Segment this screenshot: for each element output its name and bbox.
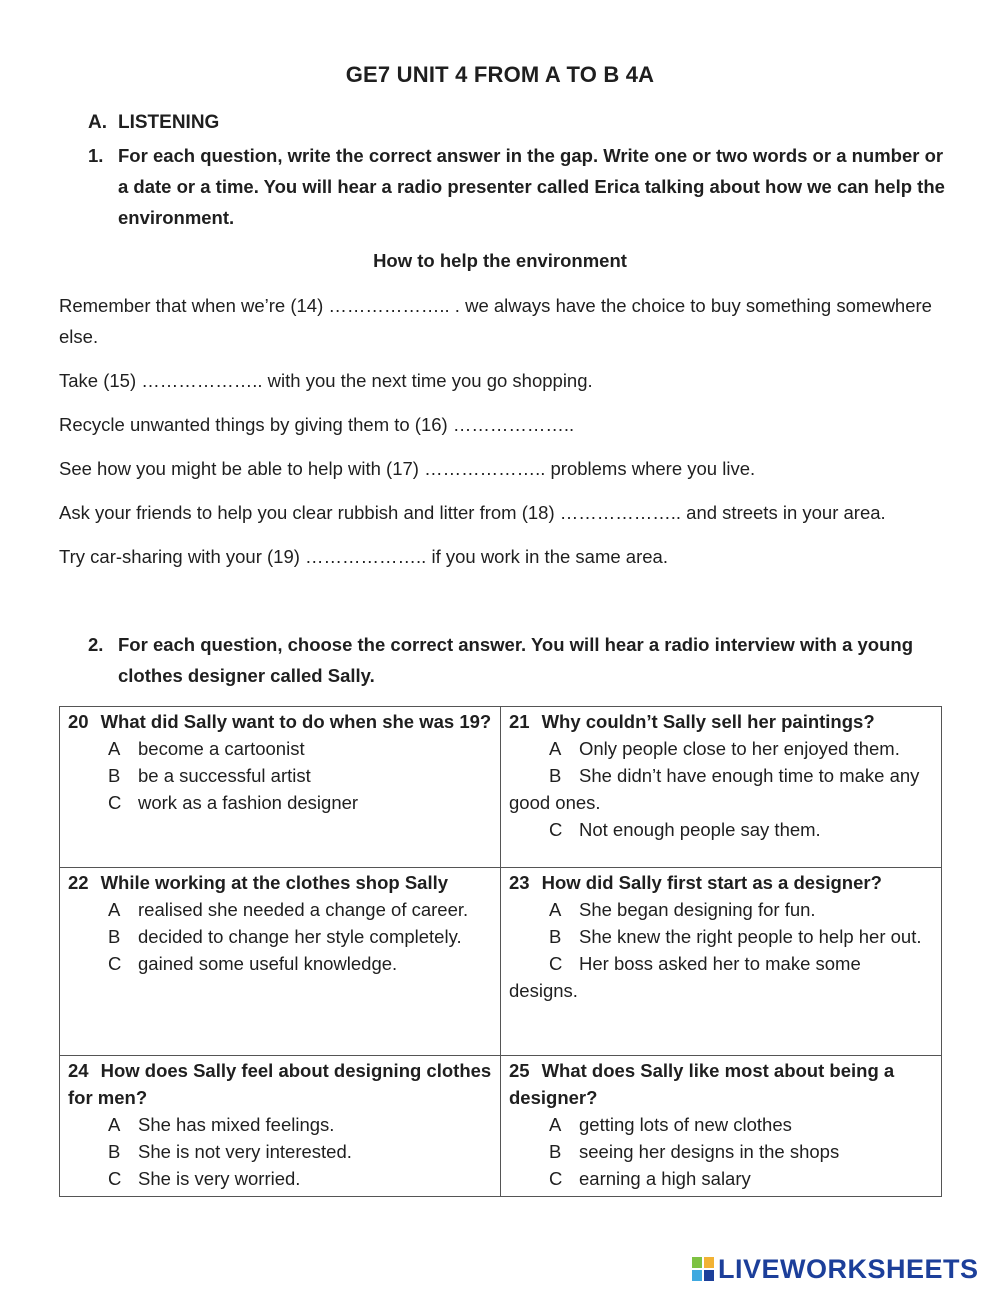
question-text: How did Sally first start as a designer? — [541, 872, 882, 893]
page-title: GE7 UNIT 4 FROM A TO B 4A — [345, 62, 655, 87]
question-text: How does Sally feel about designing clothes for men? — [68, 1060, 492, 1108]
option-c[interactable]: C Not enough people say them. — [549, 819, 821, 840]
table-row — [60, 1056, 942, 1197]
question-25 — [501, 1056, 942, 1197]
question-number: 25 — [509, 1060, 530, 1081]
option-a[interactable]: A getting lots of new clothes — [549, 1114, 792, 1135]
question-text: Why couldn’t Sally sell her paintings? — [541, 711, 875, 732]
part2-instruction-text: For each question, choose the correct answer. You will hear a radio interview with a young clothes designer called Sally. — [118, 634, 914, 686]
option-a[interactable]: A become a cartoonist — [108, 738, 305, 759]
gap-sentence-18: Ask your friends to help you clear rubbish and litter from (18) ……………….. and streets in your area. — [59, 502, 886, 523]
logo-text: LIVEWORKSHEETS — [718, 1253, 979, 1284]
gap-sentence-15: Take (15) ……………….. with you the next time you go shopping. — [59, 370, 593, 391]
option-a[interactable]: A realised she needed a change of career. — [108, 899, 469, 920]
option-b[interactable]: B seeing her designs in the shops — [549, 1141, 840, 1162]
section-letter: A. — [88, 112, 107, 133]
section-label: LISTENING — [118, 112, 220, 133]
option-b[interactable]: B She is not very interested. — [108, 1141, 352, 1162]
question-text: What does Sally like most about being a designer? — [509, 1060, 895, 1108]
part1-instruction — [88, 140, 948, 233]
section-heading — [88, 112, 219, 134]
option-c[interactable]: C Her boss asked her to make some designs. — [509, 953, 861, 1001]
part2-instruction — [88, 629, 948, 691]
question-22 — [60, 868, 501, 1056]
part1-number: 1. — [88, 145, 104, 166]
part2-number: 2. — [88, 634, 104, 655]
option-c[interactable]: C earning a high salary — [549, 1168, 751, 1189]
option-b[interactable]: B decided to change her style completely. — [108, 926, 462, 947]
gap-sentence-16: Recycle unwanted things by giving them to (16) ……………….. — [59, 414, 575, 435]
question-number: 24 — [68, 1060, 89, 1081]
option-a[interactable]: A She began designing for fun. — [549, 899, 816, 920]
question-20 — [60, 707, 501, 868]
table-row — [60, 707, 942, 868]
question-number: 23 — [509, 872, 530, 893]
gap-sentence-17: See how you might be able to help with (17) ……………….. problems where you live. — [59, 458, 756, 479]
question-number: 20 — [68, 711, 89, 732]
option-c[interactable]: C She is very worried. — [108, 1168, 301, 1189]
option-b[interactable]: B be a successful artist — [108, 765, 311, 786]
part1-subtitle: How to help the environment — [373, 250, 627, 271]
liveworksheets-logo — [692, 1254, 979, 1284]
option-c[interactable]: C gained some useful knowledge. — [108, 953, 398, 974]
question-text: While working at the clothes shop Sally — [100, 872, 449, 893]
question-23 — [501, 868, 942, 1056]
option-a[interactable]: A She has mixed feelings. — [108, 1114, 335, 1135]
question-table — [59, 706, 942, 1197]
logo-icon — [692, 1257, 714, 1281]
option-c[interactable]: C work as a fashion designer — [108, 792, 359, 813]
table-row — [60, 868, 942, 1056]
gap-sentence-19: Try car-sharing with your (19) ……………….. if you work in the same area. — [59, 546, 668, 567]
gap-sentence-14: Remember that when we’re (14) ……………….. . we always have the choice to buy something somewhere else. — [59, 295, 932, 347]
question-text: What did Sally want to do when she was 19? — [100, 711, 492, 732]
question-number: 21 — [509, 711, 530, 732]
option-a[interactable]: A Only people close to her enjoyed them. — [549, 738, 900, 759]
part1-instruction-text: For each question, write the correct answer in the gap. Write one or two words or a number or a date or a time. You will hear a radio presenter called Erica talking about how we can help the environment. — [118, 145, 945, 228]
question-number: 22 — [68, 872, 89, 893]
option-b[interactable]: B She knew the right people to help her out. — [549, 926, 922, 947]
question-21 — [501, 707, 942, 868]
question-24 — [60, 1056, 501, 1197]
option-b[interactable]: B She didn’t have enough time to make any good ones. — [509, 765, 920, 813]
